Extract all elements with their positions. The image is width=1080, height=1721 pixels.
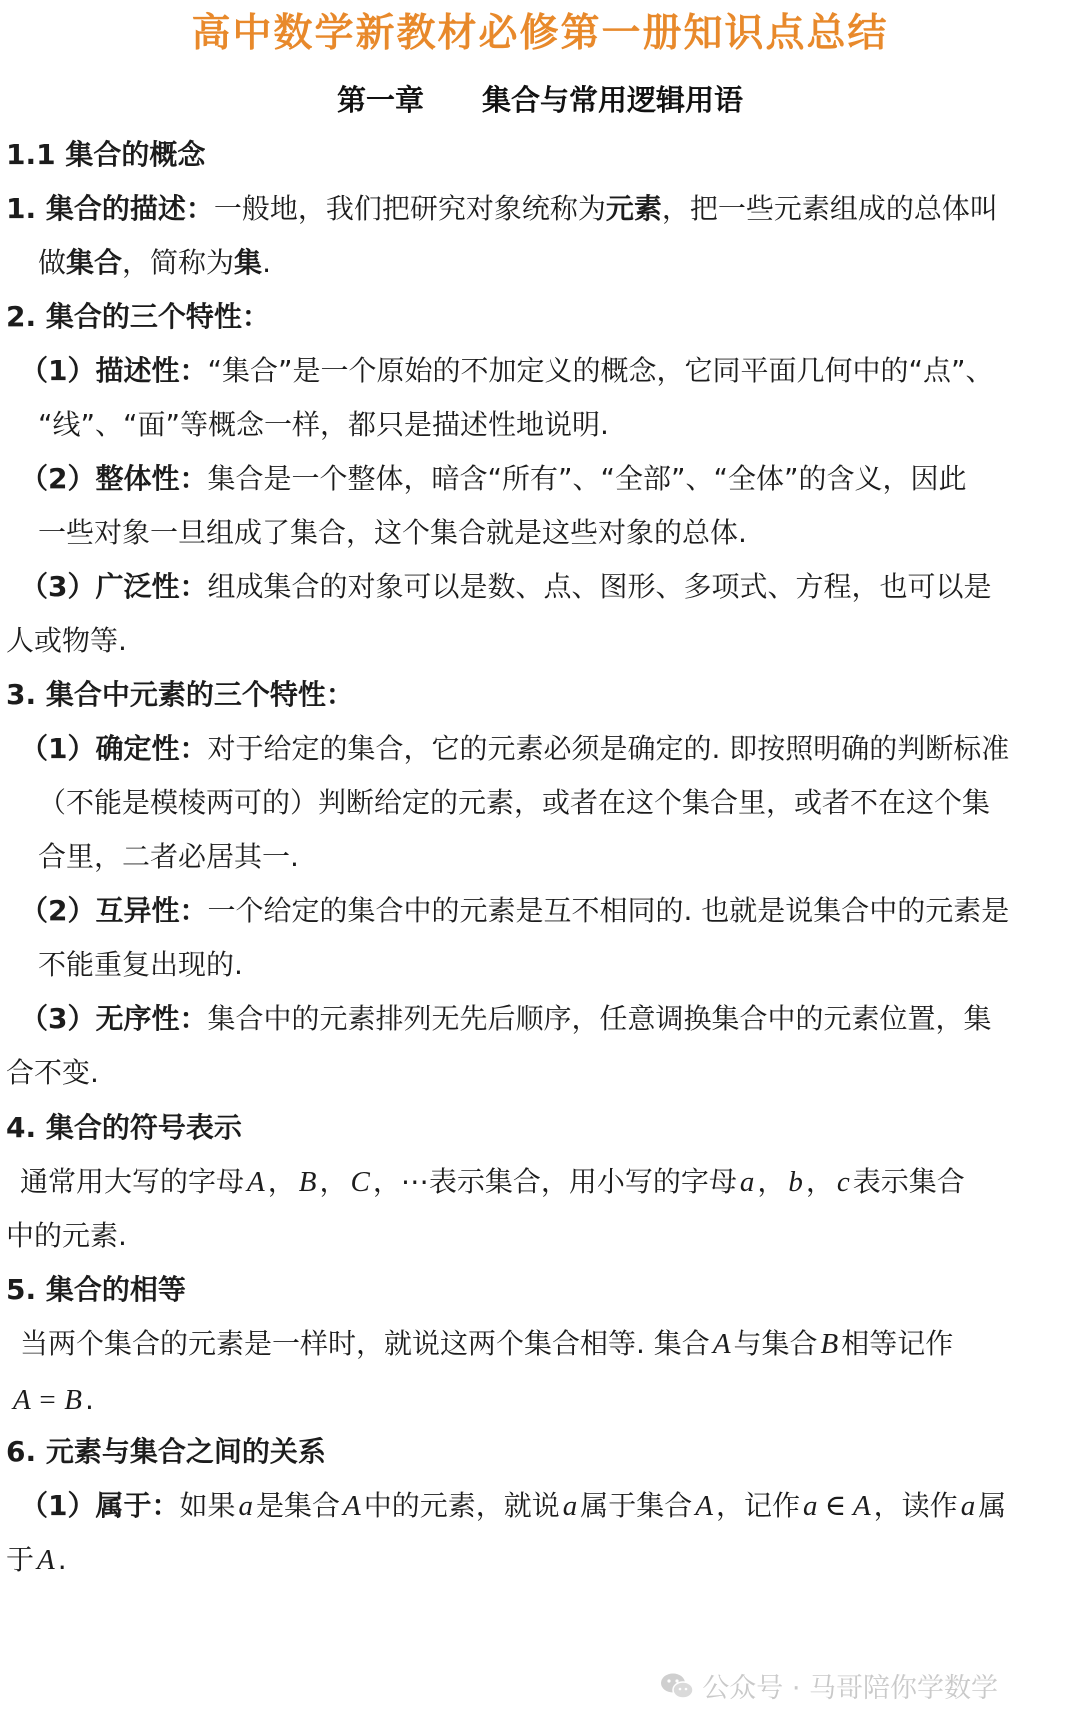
text: 组成集合的对象可以是数、点、图形、多项式、方程，也可以是 (207, 570, 992, 603)
term: 集合 (66, 246, 123, 279)
text: 集合中的元素排列无先后顺序，任意调换集合中的元素位置，集 (207, 1002, 992, 1035)
text: . (57, 1543, 67, 1576)
text: 做 (38, 246, 67, 279)
watermark (660, 1666, 998, 1705)
math-symbol: a (562, 1490, 578, 1522)
page-title: 高中数学新教材必修第一册知识点总结 (191, 11, 889, 56)
text: “集合”是一个原始的不加定义的概念，它同平面几何中的“点”、 (207, 354, 994, 387)
section-heading: 1.1 集合的概念 (6, 138, 206, 171)
text: 通常用大写的字母 (20, 1165, 245, 1198)
math-symbol: a ∈ A (803, 1490, 871, 1522)
paragraph-line (38, 245, 271, 281)
text: 对于给定的集合，它的元素必须是确定的. 即按照明确的判断标准 (207, 732, 1010, 765)
sub-heading: （2）互异性： (20, 894, 208, 927)
text: 于 (6, 1543, 35, 1576)
text: 一个给定的集合中的元素是互不相同的. 也就是说集合中的元素是 (207, 894, 1010, 927)
math-symbol: b (788, 1166, 803, 1198)
sub-heading: （1）确定性： (20, 732, 208, 765)
math-symbol: A (37, 1544, 55, 1576)
paragraph-line: “线”、“面”等概念一样，都只是描述性地说明. (38, 408, 609, 441)
text: 属 (978, 1489, 1007, 1522)
text: 如果 (179, 1489, 236, 1522)
paragraph-line (20, 731, 1009, 767)
text: 表示集合 (852, 1165, 965, 1198)
math-symbol: a (739, 1166, 755, 1198)
text: ， (267, 1165, 296, 1198)
text: ，把一些元素组成的总体叫 (661, 192, 998, 225)
paragraph-line: 合里，二者必居其一. (38, 840, 299, 873)
paragraph-line (20, 1164, 965, 1200)
item-heading: 2. 集合的三个特性： (6, 300, 270, 333)
math-symbol: a (238, 1490, 253, 1522)
paragraph-line (20, 569, 992, 605)
math-symbol: B (298, 1166, 317, 1198)
math-symbol: C (350, 1166, 370, 1198)
math-symbol: A (695, 1490, 713, 1522)
watermark-text: 公众号 · 马哥陪你学数学 (702, 1673, 998, 1704)
math-symbol: A (247, 1166, 265, 1198)
text: ， (805, 1165, 834, 1198)
math-symbol: B (820, 1328, 839, 1360)
paragraph-line: （不能是模棱两可的）判断给定的元素，或者在这个集合里，或者不在这个集 (38, 786, 991, 819)
text: ，读作 (873, 1489, 958, 1522)
paragraph-line (20, 1488, 1006, 1524)
sub-heading: （3）无序性： (20, 1002, 208, 1035)
paragraph-line: 一些对象一旦组成了集合，这个集合就是这些对象的总体. (38, 516, 747, 549)
paragraph-line: 人或物等. (6, 624, 127, 657)
paragraph-line: 合不变. (6, 1056, 99, 1089)
text: ，⋯表示集合，用小写的字母 (372, 1165, 737, 1198)
paragraph-line (20, 1326, 953, 1362)
term: 集 (234, 246, 263, 279)
sub-heading: （2）整体性： (20, 462, 208, 495)
text: 中的元素，就说 (363, 1489, 560, 1522)
item-heading: 6. 元素与集合之间的关系 (6, 1435, 326, 1468)
text: 相等记作 (841, 1327, 954, 1360)
item-heading: 1. 集合的描述： (6, 192, 214, 225)
sub-heading: （1）属于： (20, 1489, 180, 1522)
wechat-icon (660, 1672, 694, 1700)
chapter-name: 集合与常用逻辑用语 (482, 83, 744, 117)
text: ，简称为 (122, 246, 235, 279)
chapter-heading (0, 78, 1080, 119)
sub-heading: （3）广泛性： (20, 570, 208, 603)
paragraph-line (6, 191, 998, 227)
text: 与集合 (733, 1327, 818, 1360)
text: ，记作 (715, 1489, 800, 1522)
text: 是集合 (256, 1489, 341, 1522)
text: 一般地，我们把研究对象统称为 (213, 192, 606, 225)
equation: A = B (13, 1384, 82, 1416)
sub-heading: （1）描述性： (20, 354, 208, 387)
math-symbol: A (343, 1490, 361, 1522)
item-heading: 5. 集合的相等 (6, 1273, 186, 1306)
text: ， (319, 1165, 348, 1198)
item-heading: 3. 集合中元素的三个特性： (6, 678, 354, 711)
text: 当两个集合的元素是一样时，就说这两个集合相等. 集合 (20, 1327, 710, 1360)
paragraph-line (20, 893, 1009, 929)
text: . (262, 246, 271, 279)
paragraph-line (20, 461, 967, 497)
paragraph-line (6, 1542, 67, 1578)
paragraph-line (20, 353, 994, 389)
term: 元素 (605, 192, 662, 225)
text: 属于集合 (580, 1489, 693, 1522)
text: 集合是一个整体，暗含“所有”、“全部”、“全体”的含义，因此 (207, 462, 967, 495)
paragraph-line (20, 1001, 992, 1037)
paragraph-line (10, 1382, 94, 1418)
math-symbol: a (960, 1490, 976, 1522)
item-heading: 4. 集合的符号表示 (6, 1111, 242, 1144)
math-symbol: c (836, 1166, 850, 1198)
chapter-number: 第一章 (336, 83, 424, 117)
text: ， (757, 1165, 786, 1198)
math-symbol: A (712, 1328, 731, 1360)
text: . (84, 1383, 94, 1416)
paragraph-line: 不能重复出现的. (38, 948, 243, 981)
paragraph-line: 中的元素. (6, 1219, 127, 1252)
